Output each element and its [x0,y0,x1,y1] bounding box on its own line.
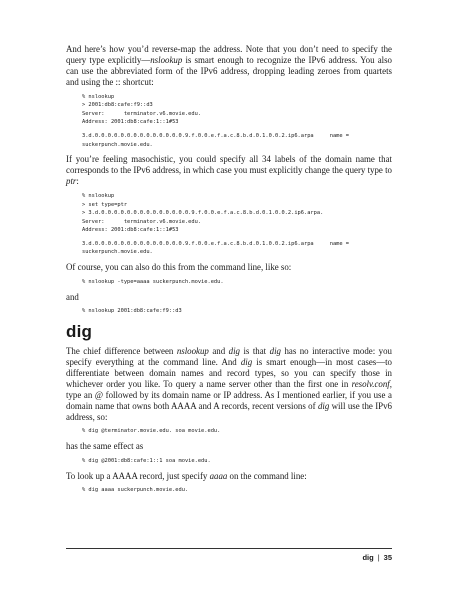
text-run: And here’s how you’d reverse-map the address. Note that you don’t need to specify the query type explicitly— [66,44,392,65]
query-type: ptr [66,176,77,186]
footer-section-title: dig [362,553,374,562]
command-name: dig [269,346,281,357]
code-block-nslookup-4: % nslookup 2001:db8:cafe:f9::d3 [82,308,182,315]
code-block-nslookup-3: % nslookup -type=aaaa suckerpunch.movie.edu. [82,278,224,285]
text-run: To look up a AAAA record, just specify [66,470,210,481]
text-run: and [208,346,229,357]
text-run: : [76,176,79,186]
command-name: nslookup [150,54,183,65]
code-block-dig-3: % dig aaaa suckerpunch.movie.edu. [82,487,189,494]
text-run: is smart enough to recognize the IPv6 address. You also can use the abbreviated form of the IPv6 address, dropping leading zeroes from quartets and using the :: shortcut: [66,54,392,87]
paragraph-dig-difference [66,346,392,422]
code-block-nslookup-2-result: 3.d.0.0.0.0.0.0.0.0.0.0.0.0.0.0.9.f.0.0.e.f.a.c.8.b.d.0.1.0.0.2.ip6.arpa name = suckerpunch.movie.edu. [82,240,350,256]
text-run: will use the IPv6 address, so: [66,400,392,422]
running-footer [362,553,392,562]
code-block-nslookup-2: % nslookup > set type=ptr > 3.d.0.0.0.0.0.0.0.0.0.0.0.0.0.0.9.f.0.0.e.f.a.c.8.b.d.0.1.0.0.2.ip6.arpa. Server: terminator.v6.movie.edu. Address: 2001:db8:cafe:1::1#53 [82,192,324,234]
command-name: nslookup [176,346,209,357]
file-name: resolv.conf [351,378,390,389]
command-name: dig [240,356,253,367]
code-block-nslookup-1: % nslookup > 2001:db8:cafe:f9::d3 Server: terminator.v6.movie.edu. Address: 2001:db8:cafe:1::1#53 [82,93,202,126]
page-number: 35 [383,553,392,562]
paragraph-reverse-map [66,44,392,88]
paragraph-masochistic [66,154,392,187]
section-heading-dig: dig [66,322,93,342]
paragraph-aaaa [66,471,392,482]
text-run: is that [239,346,270,357]
code-block-nslookup-1-result: 3.d.0.0.0.0.0.0.0.0.0.0.0.0.0.0.9.f.0.0.e.f.a.c.8.b.d.0.1.0.0.2.ip6.arpa name = suckerpunch.movie.edu. [82,133,350,148]
text-run: has no interactive mode: you specify everything at the command line. And [66,346,392,367]
text-run: The chief difference between [66,346,177,357]
text-run: If you’re feeling masochistic, you could specify all 34 labels of the domain name that corresponds to the IPv6 address, in which case you must explicitly change the query type to [66,154,392,176]
page-body [66,44,392,500]
text-run: on the command line: [227,470,307,481]
page-footer [66,548,392,562]
record-type: aaaa [209,470,228,481]
code-block-dig-1: % dig @terminator.movie.edu. soa movie.edu. [82,428,221,435]
paragraph-same-effect: has the same effect as [66,441,144,451]
command-name: dig [317,400,330,411]
command-name: dig [228,346,240,357]
text-run: , type an @ followed by its domain name or IP address. As I mentioned earlier, if you use a domain name that owns both AAAA and A records, recent versions of [66,378,392,411]
text-run: is smart enough—in most cases—to differentiate between domain names and record types, so you can specify those in whichever order you like. To query a name server other than the first one in [66,356,392,389]
paragraph-and: and [66,291,79,302]
code-block-dig-2: % dig @2001:db8:cafe:1::1 soa movie.edu. [82,457,211,464]
paragraph-command-line: Of course, you can also do this from the command line, like so: [66,262,292,273]
footer-separator: | [377,553,380,562]
